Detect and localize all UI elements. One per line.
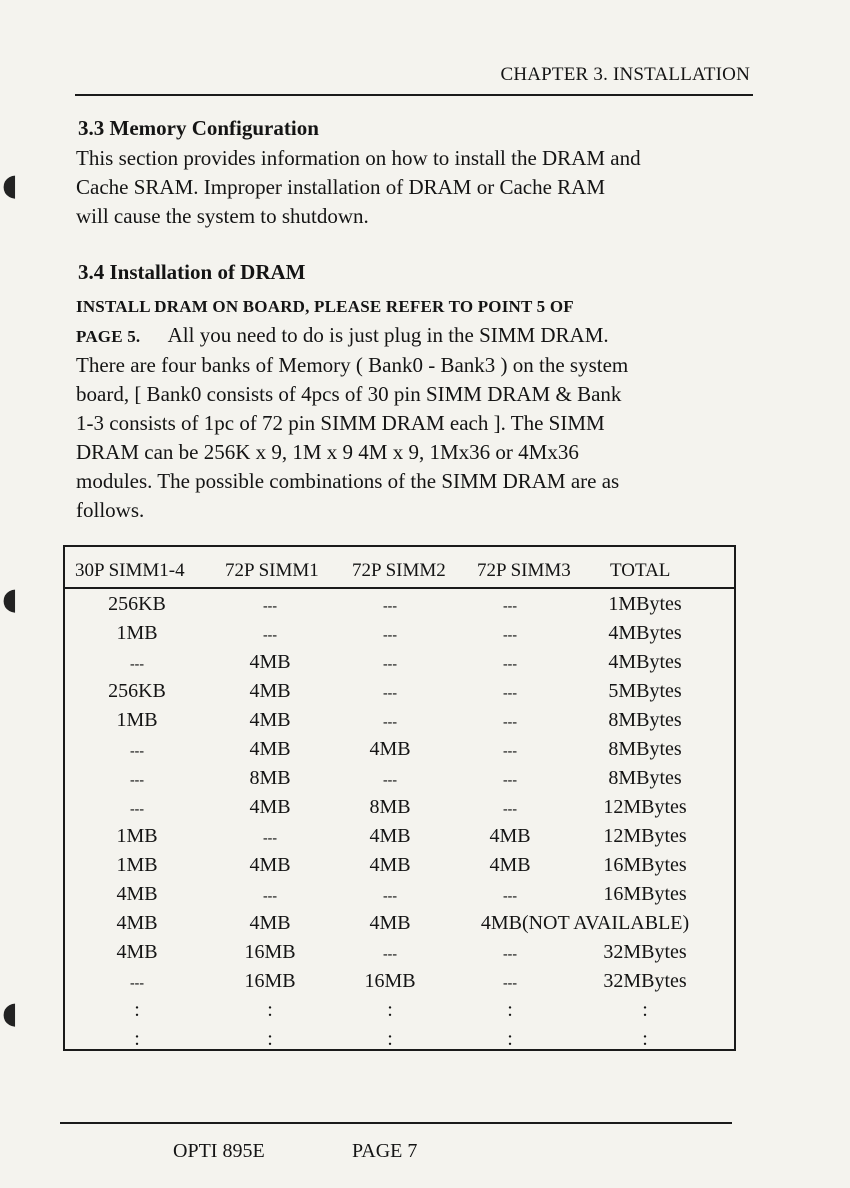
- cell-72p-simm3: ---: [503, 744, 517, 759]
- cell-30p-simm: ---: [130, 976, 144, 991]
- header-30p-simm: 30P SIMM1-4: [75, 560, 185, 581]
- cell-total: 12MBytes: [603, 796, 687, 818]
- cell-72p-simm3: ---: [503, 599, 517, 614]
- text-line: follows.: [76, 498, 145, 522]
- cell-30p-simm: 256KB: [108, 680, 166, 702]
- cell-30p-simm: 1MB: [116, 854, 158, 876]
- text-line: This section provides information on how to install the DRAM and: [76, 146, 641, 170]
- cell-total: :: [642, 1028, 648, 1050]
- cell-72p-simm3: 4MB(NOT AVAILABLE): [480, 912, 690, 934]
- cell-72p-simm1: ---: [263, 628, 277, 643]
- cell-total: 5MBytes: [608, 680, 682, 702]
- header-72p-simm2: 72P SIMM2: [352, 560, 446, 581]
- header-72p-simm1: 72P SIMM1: [225, 560, 319, 581]
- cell-72p-simm1: 4MB: [249, 912, 291, 934]
- cell-total: 4MBytes: [608, 651, 682, 673]
- cell-30p-simm: :: [134, 999, 140, 1021]
- cell-30p-simm: ---: [130, 802, 144, 817]
- chapter-title: CHAPTER 3. INSTALLATION: [500, 64, 750, 85]
- cell-72p-simm3: ---: [503, 947, 517, 962]
- text-line: DRAM can be 256K x 9, 1M x 9 4M x 9, 1Mx36 or 4Mx36: [76, 440, 579, 464]
- cell-72p-simm1: ---: [263, 889, 277, 904]
- header-72p-simm3: 72P SIMM3: [477, 560, 571, 581]
- cell-total: 4MBytes: [608, 622, 682, 644]
- cell-72p-simm2: :: [387, 1028, 393, 1050]
- text-line: modules. The possible combinations of the SIMM DRAM are as: [76, 469, 620, 493]
- cell-72p-simm3: :: [507, 999, 513, 1021]
- cell-72p-simm2: 16MB: [364, 970, 416, 992]
- text-line: There are four banks of Memory ( Bank0 - Bank3 ) on the system: [76, 353, 629, 377]
- cell-72p-simm3: 4MB: [489, 825, 531, 847]
- cell-total: 8MBytes: [608, 709, 682, 731]
- text-line: will cause the system to shutdown.: [76, 204, 369, 228]
- cell-72p-simm1: 4MB: [249, 680, 291, 702]
- cell-72p-simm2: ---: [383, 628, 397, 643]
- cell-72p-simm1: :: [267, 999, 273, 1021]
- instruction-line: INSTALL DRAM ON BOARD, PLEASE REFER TO POINT 5 OF: [76, 297, 574, 316]
- cell-72p-simm1: ---: [263, 831, 277, 846]
- cell-72p-simm3: ---: [503, 715, 517, 730]
- cell-72p-simm3: ---: [503, 657, 517, 672]
- dram-install-paragraph: [76, 292, 756, 525]
- memory-config-paragraph: [76, 144, 756, 231]
- cell-72p-simm2: 4MB: [369, 738, 411, 760]
- text-line: Cache SRAM. Improper installation of DRAM or Cache RAM: [76, 175, 606, 199]
- cell-72p-simm1: 8MB: [249, 767, 291, 789]
- dram-combination-table: [63, 545, 736, 1051]
- binder-hole-icon: ◖: [2, 582, 18, 617]
- cell-30p-simm: ---: [130, 773, 144, 788]
- cell-30p-simm: :: [134, 1028, 140, 1050]
- text-line: [76, 321, 756, 351]
- cell-72p-simm3: ---: [503, 889, 517, 904]
- text-line: 1-3 consists of 1pc of 72 pin SIMM DRAM each ]. The SIMM: [76, 411, 605, 435]
- text-line: board, [ Bank0 consists of 4pcs of 30 pin SIMM DRAM & Bank: [76, 382, 622, 406]
- footer-model: OPTI 895E: [173, 1140, 265, 1162]
- cell-72p-simm2: ---: [383, 947, 397, 962]
- cell-total: 16MBytes: [603, 854, 687, 876]
- cell-72p-simm2: 8MB: [369, 796, 411, 818]
- cell-30p-simm: 4MB: [116, 941, 158, 963]
- cell-72p-simm2: 4MB: [369, 854, 411, 876]
- cell-72p-simm2: ---: [383, 715, 397, 730]
- footer-divider: [60, 1122, 732, 1124]
- cell-total: 1MBytes: [608, 593, 682, 615]
- cell-72p-simm2: ---: [383, 773, 397, 788]
- binder-hole-icon: ◖: [2, 996, 18, 1031]
- cell-30p-simm: ---: [130, 657, 144, 672]
- cell-72p-simm2: 4MB: [369, 825, 411, 847]
- cell-30p-simm: ---: [130, 744, 144, 759]
- cell-30p-simm: 1MB: [116, 622, 158, 644]
- cell-72p-simm1: ---: [263, 599, 277, 614]
- cell-72p-simm2: :: [387, 999, 393, 1021]
- footer-page-number: PAGE 7: [352, 1140, 418, 1162]
- cell-72p-simm1: 4MB: [249, 854, 291, 876]
- cell-72p-simm2: ---: [383, 686, 397, 701]
- cell-72p-simm2: 4MB: [369, 912, 411, 934]
- binder-hole-icon: ◖: [2, 168, 18, 203]
- cell-30p-simm: 4MB: [116, 912, 158, 934]
- cell-72p-simm1: 4MB: [249, 796, 291, 818]
- cell-total: 16MBytes: [603, 883, 687, 905]
- cell-72p-simm2: ---: [383, 657, 397, 672]
- header-total: TOTAL: [610, 560, 671, 581]
- cell-72p-simm1: 16MB: [244, 970, 296, 992]
- header-divider: [75, 94, 753, 96]
- cell-72p-simm3: ---: [503, 686, 517, 701]
- cell-72p-simm3: :: [507, 1028, 513, 1050]
- cell-72p-simm1: :: [267, 1028, 273, 1050]
- cell-72p-simm3: ---: [503, 773, 517, 788]
- cell-total: 32MBytes: [603, 941, 687, 963]
- cell-72p-simm3: 4MB: [489, 854, 531, 876]
- table-header: [65, 547, 734, 589]
- cell-72p-simm2: ---: [383, 599, 397, 614]
- section-heading-dram-install: 3.4 Installation of DRAM: [78, 260, 306, 284]
- cell-total: 8MBytes: [608, 738, 682, 760]
- cell-72p-simm1: 16MB: [244, 941, 296, 963]
- section-heading-memory-config: 3.3 Memory Configuration: [78, 116, 319, 140]
- cell-72p-simm3: ---: [503, 976, 517, 991]
- cell-72p-simm1: 4MB: [249, 738, 291, 760]
- cell-total: 8MBytes: [608, 767, 682, 789]
- text-span: All you need to do is just plug in the SIMM DRAM.: [167, 323, 609, 347]
- cell-total: 12MBytes: [603, 825, 687, 847]
- cell-total: 32MBytes: [603, 970, 687, 992]
- page-reference: PAGE 5.: [76, 327, 141, 346]
- cell-72p-simm2: ---: [383, 889, 397, 904]
- cell-72p-simm3: ---: [503, 802, 517, 817]
- cell-72p-simm1: 4MB: [249, 709, 291, 731]
- cell-30p-simm: 256KB: [108, 593, 166, 615]
- cell-30p-simm: 4MB: [116, 883, 158, 905]
- cell-72p-simm3: ---: [503, 628, 517, 643]
- cell-30p-simm: 1MB: [116, 709, 158, 731]
- cell-total: :: [642, 999, 648, 1021]
- cell-30p-simm: 1MB: [116, 825, 158, 847]
- cell-72p-simm1: 4MB: [249, 651, 291, 673]
